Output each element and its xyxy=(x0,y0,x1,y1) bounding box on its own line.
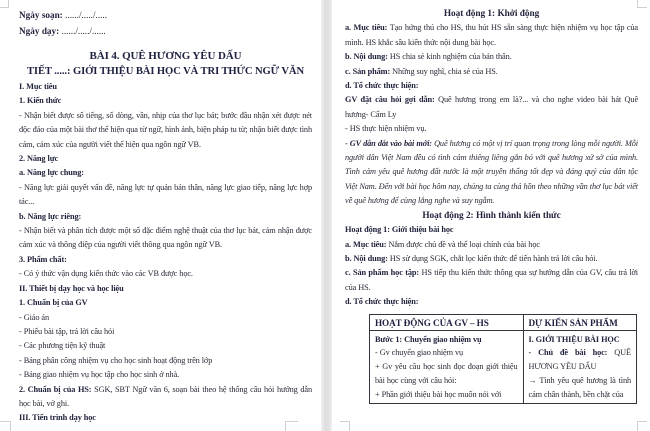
text-run: HS chia sẻ kinh nghiệm của bản thân. xyxy=(389,52,512,62)
page1-body xyxy=(19,80,312,426)
paragraph xyxy=(345,295,638,309)
text-run: a. Năng lực chung: xyxy=(19,168,84,178)
page-gap xyxy=(321,0,332,431)
text-run: 2. Năng lực xyxy=(19,154,59,164)
paragraph xyxy=(345,93,638,122)
text-run: 1. Kiến thức xyxy=(19,96,62,106)
text-run: - Bảng giao nhiệm vụ học tập cho học sinh ở nhà. xyxy=(19,370,180,380)
text-run: b. Năng lực riêng: xyxy=(19,211,82,221)
text-run: Nắm được chủ đề và thể loại chính của bài học xyxy=(388,239,540,249)
text-run: - Giáo án xyxy=(19,312,49,322)
text-run: - Phiếu bài tập, trả lời câu hỏi xyxy=(19,326,115,336)
text-run: - Có ý thức vận dụng kiến thức vào các VB được học. xyxy=(19,269,193,279)
text-run: - Năng lực giải quyết vấn đề, năng lực tự quản bản thân, năng lực giao tiếp, năng lực hợp tác... xyxy=(19,182,312,207)
text-run: HS sử dụng SGK, chắt lọc kiến thức để tiến hành trả lời câu hỏi. xyxy=(389,253,598,263)
page2-body xyxy=(345,7,638,310)
paragraph xyxy=(529,374,631,402)
text-run: - GV dẫn dắt vào bài mới: xyxy=(345,138,435,148)
lesson-subtitle: TIẾT .....: GIỚI THIỆU BÀI HỌC VÀ TRI THỨC NGỮ VĂN xyxy=(26,66,305,77)
lesson-title: BÀI 4. QUÊ HƯƠNG YÊU DẤU xyxy=(89,50,242,62)
text-run: Hoạt động 1: Giới thiệu bài học xyxy=(345,225,454,235)
margin-crop-mark xyxy=(340,421,350,431)
paragraph xyxy=(345,266,638,295)
date-composed-line xyxy=(19,7,312,23)
activity-table-header-row xyxy=(370,314,637,330)
date-taught-line xyxy=(19,23,312,39)
text-run: - Nhận biết được số tiếng, số dòng, vần, nhịp của thơ lục bát; bước đầu nhận xét được nét độc đáo của một bài thơ thể hiện qua từ ngữ, hình ảnh, biện pháp tu từ; nhận biết được tình cảm, cảm xúc của người viết thể hiện qua ngôn ngữ VB. xyxy=(19,110,312,149)
paragraph xyxy=(19,267,312,281)
margin-crop-mark xyxy=(637,421,647,431)
text-run: - Bảng phân công nhiệm vụ cho học sinh hoạt động trên lớp xyxy=(19,355,213,365)
text-run: Hoạt động 1: Khởi động xyxy=(443,9,540,19)
text-run: - HS thực hiện nhiệm vụ. xyxy=(345,124,427,134)
text-run: ....../...../...... xyxy=(61,26,106,36)
heading-gioi-thieu-bai-hoc xyxy=(345,223,638,237)
activity-table xyxy=(369,314,637,405)
text-run: - Các phương tiện kỹ thuật xyxy=(19,341,106,351)
text-run: c. Sản phẩm học tập: xyxy=(345,268,422,278)
page-left xyxy=(0,0,321,431)
text-run: Bước 1: Chuyển giao nhiệm vụ xyxy=(375,334,482,344)
paragraph xyxy=(529,346,631,374)
text-run: + Gv yêu cầu học sinh đọc đoạn giới thiệu bài học cùng với câu hỏi: xyxy=(375,362,518,386)
text-run: + Phần giới thiệu bài học muốn nói với xyxy=(375,390,502,400)
table-step-heading xyxy=(375,333,518,347)
text-run: QUÊ HƯƠNG YÊU DẤU xyxy=(528,348,631,372)
paragraph xyxy=(19,325,312,339)
paragraph xyxy=(345,137,638,209)
cell-gv-hs-activities xyxy=(370,330,524,404)
lesson-title-block xyxy=(19,49,312,79)
paragraph xyxy=(345,21,638,50)
heading-thiet-bi xyxy=(19,282,312,296)
text-run: 3. Phẩm chất: xyxy=(19,254,67,264)
text-run: d. Tổ chức thực hiện: xyxy=(345,81,419,91)
text-run: Quê hương có một vị trí quan trọng trong lòng mỗi người. Mỗi người dân Việt Nam đều có tình cảm thiêng liêng gắn bó với quê hương xứ sở của mình. Tình cảm yêu quê hương đất nước là một truyền thống tốt đẹp và đáng quý của dân tộc Việt Nam. Đến với bài học hôm nay, chúng ta cùng thả hồn theo những vần thơ lục bát viết về quê hương để cùng lắng nghe và suy ngẫm. xyxy=(345,138,638,206)
text-run: 1. Chuẩn bị của GV xyxy=(19,298,88,308)
text-run: a. Mục tiêu: xyxy=(345,239,389,249)
heading-tien-trinh xyxy=(19,411,312,425)
heading-muc-tieu xyxy=(19,80,312,94)
page1-content xyxy=(0,0,321,426)
text-run: III. Tiến trình dạy học xyxy=(19,413,96,423)
text-run: d. Tổ chức thực hiện: xyxy=(345,297,419,307)
text-run: 2. Chuẩn bị của HS: xyxy=(19,384,95,394)
paragraph xyxy=(345,252,638,266)
date-lines xyxy=(19,7,312,39)
cell-expected-products xyxy=(523,330,636,404)
text-run: ....../...../..... xyxy=(65,10,108,20)
text-run: - Chủ đề bài học: xyxy=(528,348,615,358)
text-run: Hoạt động 2: Hình thành kiến thức xyxy=(422,210,561,221)
paragraph xyxy=(375,360,518,388)
paragraph xyxy=(19,181,312,210)
paragraph xyxy=(345,50,638,64)
heading-hoat-dong-2-hinh-thanh xyxy=(345,209,638,223)
paragraph xyxy=(19,224,312,253)
text-run: c. Sản phẩm: xyxy=(345,66,393,76)
text-run: SGK, SBT Ngữ văn 6, soạn bài theo hệ thống câu hỏi hướng dẫn học bài, vở ghi. xyxy=(19,384,312,408)
table-section-heading xyxy=(529,333,631,347)
paragraph xyxy=(345,65,638,79)
text-run: Những suy nghĩ, chia sẻ của HS. xyxy=(392,66,498,76)
heading-chuan-bi-gv xyxy=(19,296,312,310)
activity-table-row xyxy=(370,330,637,404)
heading-kien-thuc xyxy=(19,94,312,108)
text-run: → Tình yêu quê hương là tình cảm chân thành, bền chặt của xyxy=(528,376,631,400)
text-run: b. Nội dung: xyxy=(345,52,390,62)
text-run: a. Mục tiêu: xyxy=(345,23,390,33)
page-right xyxy=(332,0,650,431)
paragraph xyxy=(19,368,312,382)
paragraph xyxy=(19,354,312,368)
paragraph xyxy=(345,122,638,136)
heading-pham-chat xyxy=(19,253,312,267)
heading-hoat-dong-1-khoi-dong xyxy=(345,7,638,21)
paragraph xyxy=(345,79,638,93)
table-header-gv-hs: HOẠT ĐỘNG CỦA GV – HS xyxy=(370,314,524,330)
table-header-du-kien-san-pham: DỰ KIẾN SẢN PHẨM xyxy=(523,314,636,330)
paragraph xyxy=(19,109,312,152)
heading-nang-luc-rieng xyxy=(19,210,312,224)
heading-chuan-bi-hs xyxy=(19,383,312,412)
text-run: Quê hương trong em là?... và cho nghe video bài hát Quê hương- Cẩm Ly xyxy=(345,95,639,119)
paragraph xyxy=(19,311,312,325)
text-run: - Gv chuyển giao nhiệm vụ xyxy=(375,348,464,358)
paragraph xyxy=(345,238,638,252)
page2-content xyxy=(332,0,650,404)
text-run: Ngày soạn: xyxy=(19,10,66,20)
text-run: I. Mục tiêu xyxy=(19,82,57,91)
paragraph xyxy=(375,388,518,402)
text-run: GV đặt câu hỏi gợi dẫn: xyxy=(345,95,439,105)
text-run: Ngày dạy: xyxy=(19,26,62,36)
paragraph xyxy=(375,346,518,360)
text-run: b. Nội dung: xyxy=(345,253,390,263)
text-run: I. GIỚI THIỆU BÀI HỌC xyxy=(528,334,620,344)
text-run: Tạo hứng thú cho HS, thu hút HS sẵn sàng thực hiện nhiệm vụ học tập của mình. HS khắc sâu kiến thức nội dung bài học. xyxy=(345,23,638,47)
paragraph xyxy=(19,339,312,353)
heading-nang-luc xyxy=(19,152,312,166)
heading-nang-luc-chung xyxy=(19,166,312,180)
text-run: HS tiếp thu kiến thức thông qua sự hướng dẫn của GV, câu trả lời của HS. xyxy=(345,268,638,292)
text-run: II. Thiết bị dạy học và học liệu xyxy=(19,283,124,293)
text-run: - Nhận biết và phân tích được một số đặc điểm nghệ thuật của thơ lục bát, cảm nhận được cảm xúc và thông điệp của người viết thông qua ngôn ngữ VB. xyxy=(19,226,312,250)
